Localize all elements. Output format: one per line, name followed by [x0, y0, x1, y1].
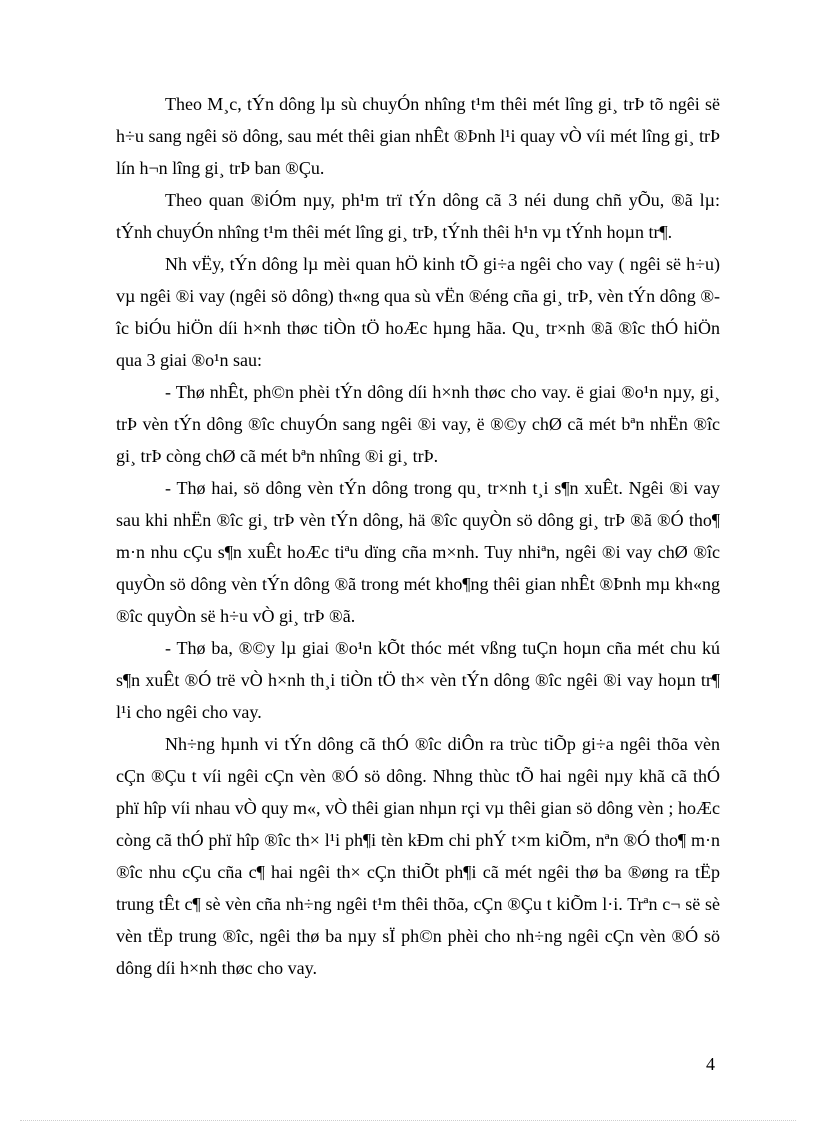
paragraph-4: - Thø nhÊt, ph©n phèi tÝn dông díi h×nh thøc cho vay. ë giai ®o¹n nµy, gi¸ trÞ vèn tÝn dông ®îc chuyÓn sang ngêi ®i vay, ë ®©y chØ cã mét bªn nhËn ®îc gi¸ trÞ còng chØ cã mét bªn nhîng ®i gi¸ trÞ. — [116, 382, 720, 466]
page-bottom-divider — [20, 1120, 796, 1121]
paragraph-7: Nh÷ng hµnh vi tÝn dông cã thÓ ®îc diÔn ra trùc tiÕp gi÷a ngêi thõa vèn cÇn ®Çu t víi ngêi cÇn vèn ®Ó sö dông. Nhng thùc tÕ hai ngêi nµy khã cã thÓ phï hîp víi nhau vÒ quy m«, vÒ thêi gian nhµn rçi vµ thêi gian sö dông vèn ; hoÆc còng cã thÓ phï hîp ®îc th× l¹i ph¶i tèn kÐm chi phÝ t×m kiÕm, nªn ®Ó tho¶ m·n ®îc nhu cÇu cña c¶ hai ngêi th× cÇn thiÕt ph¶i cã mét ngêi thø ba ®øng ra tËp trung tÊt c¶ sè vèn cña nh÷ng ngêi t¹m thêi thõa, cÇn ®Çu t kiÕm l·i. Trªn c¬ së sè vèn tËp trung ®îc, ngêi thø ba nµy sÏ ph©n phèi cho nh÷ng ngêi cÇn vèn ®Ó sö dông díi h×nh thøc cho vay. — [116, 734, 720, 978]
paragraph-2: Theo quan ®iÓm nµy, ph¹m trï tÝn dông cã 3 néi dung chñ yÕu, ®ã lµ: tÝnh chuyÓn nhîng t¹m thêi mét lîng gi¸ trÞ, tÝnh thêi h¹n vµ tÝnh hoµn tr¶. — [116, 190, 720, 242]
paragraph-6: - Thø ba, ®©y lµ giai ®o¹n kÕt thóc mét vßng tuÇn hoµn cña mét chu kú s¶n xuÊt ®Ó trë vÒ h×nh th¸i tiÒn tÖ th× vèn tÝn dông ®îc ngêi ®i vay hoµn tr¶ l¹i cho ngêi cho vay. — [116, 638, 720, 722]
page-number: 4 — [706, 1054, 715, 1074]
body-text — [116, 88, 720, 984]
paragraph-5: - Thø hai, sö dông vèn tÝn dông trong qu¸ tr×nh t¸i s¶n xuÊt. Ngêi ®i vay sau khi nhËn ®îc gi¸ trÞ vèn tÝn dông, hä ®îc quyÒn sö dông gi¸ trÞ ®ã ®Ó tho¶ m·n nhu cÇu s¶n xuÊt hoÆc tiªu dïng cña m×nh. Tuy nhiªn, ngêi ®i vay chØ ®îc quyÒn sö dông vèn tÝn dông ®ã trong mét kho¶ng thêi gian nhÊt ®Þnh mµ kh«ng ®îc quyÒn së h÷u vÒ gi¸ trÞ ®ã. — [116, 478, 720, 626]
paragraph-3: Nh vËy, tÝn dông lµ mèi quan hÖ kinh tÕ gi÷a ngêi cho vay ( ngêi së h÷u) vµ ngêi ®i vay (ngêi sö dông) th«ng qua sù vËn ®éng cña gi¸ trÞ, vèn tÝn dông ®îc biÓu hiÖn díi h×nh thøc tiÒn tÖ hoÆc hµng hãa. Qu¸ tr×nh ®ã ®îc thÓ hiÖn qua 3 giai ®o¹n sau: — [116, 254, 720, 370]
paragraph-1: Theo M¸c, tÝn dông lµ sù chuyÓn nhîng t¹m thêi mét lîng gi¸ trÞ tõ ngêi së h÷u sang ngêi sö dông, sau mét thêi gian nhÊt ®Þnh l¹i quay vÒ víi mét lîng gi¸ trÞ lín h¬n lîng gi¸ trÞ ban ®Çu. — [116, 94, 720, 178]
